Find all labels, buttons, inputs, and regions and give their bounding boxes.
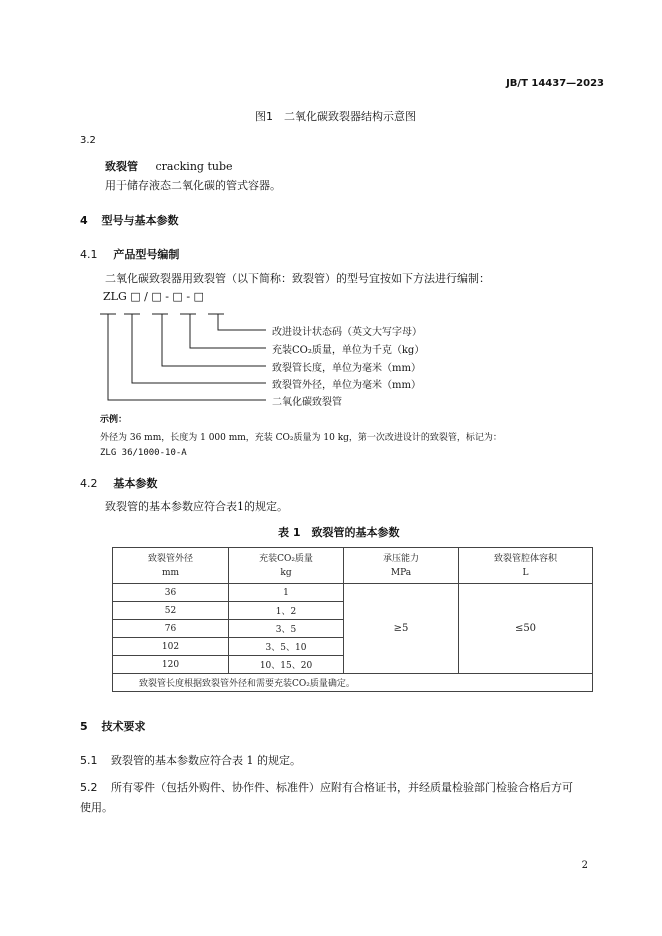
cell-diameter: 76: [113, 620, 229, 638]
standard-number: JB/T 14437—2023: [506, 78, 604, 89]
cell-diameter: 120: [113, 656, 229, 674]
section-heading-4: [80, 212, 179, 228]
section-title: 基本参数: [113, 477, 158, 490]
legend-co2-mass: 充装CO₂质量，单位为千克（kg）: [272, 345, 425, 356]
table-row: [113, 584, 593, 602]
example-label: 示例：: [100, 415, 128, 425]
term-entry: [105, 158, 233, 174]
header-diameter: 致裂管外径 mm: [113, 548, 229, 584]
model-code-template: ZLG □ / □ - □ - □: [103, 290, 204, 303]
clause-5-2-continuation: 使用。: [80, 801, 113, 814]
section-number: 5: [80, 720, 88, 733]
clause-number-3-2: 3.2: [80, 135, 96, 146]
clause-number: 5.1: [80, 754, 98, 767]
page-number: 2: [581, 860, 588, 871]
table-note-row: [113, 674, 593, 692]
section-heading-4-2: [80, 475, 157, 491]
section-title: 型号与基本参数: [101, 214, 179, 227]
clause-text: 所有零件（包括外购件、协作件、标准件）应附有合格证书，并经质量检验部门检验合格后方可: [111, 781, 573, 794]
clause-5-2: [80, 779, 573, 795]
cell-pressure: ≥5: [344, 584, 459, 674]
model-intro-text: 二氧化碳致裂器用致裂管（以下简称：致裂管）的型号宜按如下方法进行编制：: [105, 272, 490, 285]
model-designation-diagram: [100, 310, 470, 410]
section-number: 4: [80, 214, 88, 227]
cell-mass: 3、5: [229, 620, 344, 638]
section-4-2-text: 致裂管的基本参数应符合表1的规定。: [105, 500, 288, 513]
cell-diameter: 36: [113, 584, 229, 602]
cell-volume: ≤50: [459, 584, 593, 674]
cell-diameter: 52: [113, 602, 229, 620]
section-title: 产品型号编制: [113, 248, 180, 261]
table-note: 致裂管长度根据致裂管外径和需要充装CO₂质量确定。: [113, 674, 593, 692]
section-number: 4.2: [80, 477, 98, 490]
section-number: 4.1: [80, 248, 98, 261]
term-english: cracking tube: [155, 160, 233, 173]
table-caption: 表 1 致裂管的基本参数: [278, 526, 400, 539]
section-title: 技术要求: [101, 720, 146, 733]
cell-mass: 10、15、20: [229, 656, 344, 674]
clause-text: 致裂管的基本参数应符合表 1 的规定。: [111, 754, 301, 767]
term-definition: 用于储存液态二氧化碳的管式容器。: [105, 179, 281, 192]
figure-caption: 图1 二氧化碳致裂器结构示意图: [255, 110, 416, 123]
legend-tube-length: 致裂管长度，单位为毫米（mm）: [272, 363, 421, 374]
section-heading-4-1: [80, 246, 179, 262]
example-code: ZLG 36/1000-10-A: [100, 448, 187, 458]
table-header-row: [113, 548, 593, 584]
legend-product-name: 二氧化碳致裂管: [272, 397, 342, 408]
header-pressure: 承压能力 MPa: [344, 548, 459, 584]
legend-tube-diameter: 致裂管外径，单位为毫米（mm）: [272, 380, 421, 391]
cell-mass: 1: [229, 584, 344, 602]
header-co2-mass: 充装CO₂质量 kg: [229, 548, 344, 584]
cell-mass: 3、5、10: [229, 638, 344, 656]
header-volume: 致裂管腔体容积 L: [459, 548, 593, 584]
parameters-table: [112, 547, 593, 692]
clause-number: 5.2: [80, 781, 98, 794]
example-text: 外径为 36 mm，长度为 1 000 mm，充装 CO₂质量为 10 kg，第一次改进设计的致裂管，标记为：: [100, 433, 502, 443]
term-chinese: 致裂管: [105, 160, 138, 173]
legend-improvement-code: 改进设计状态码（英文大写字母）: [272, 327, 422, 338]
cell-diameter: 102: [113, 638, 229, 656]
cell-mass: 1、2: [229, 602, 344, 620]
clause-5-1: [80, 752, 301, 768]
section-heading-5: [80, 718, 146, 734]
